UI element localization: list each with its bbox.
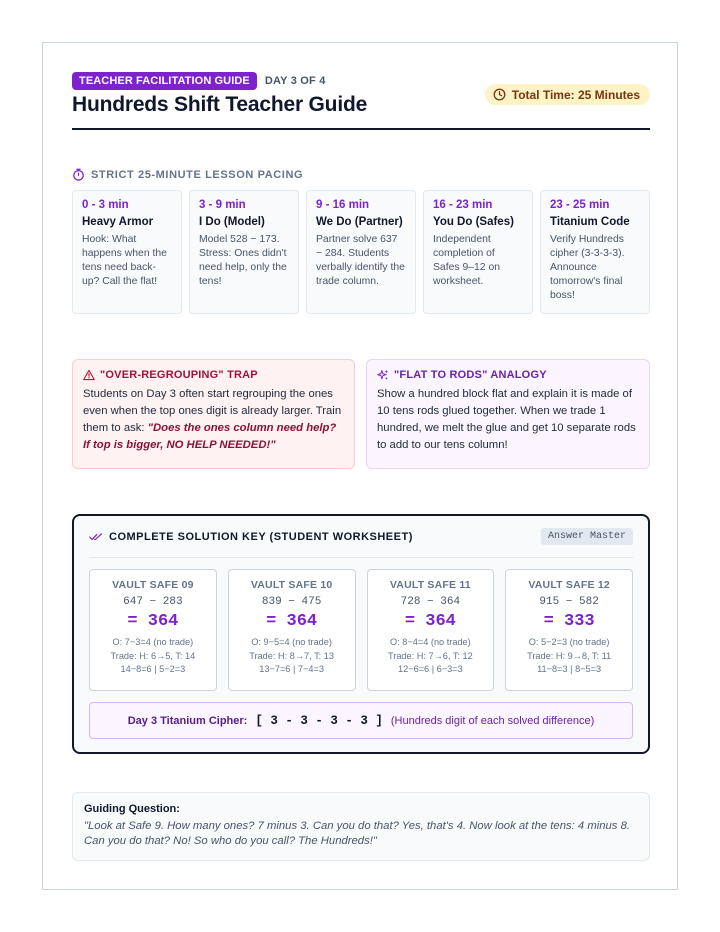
phase-time: 9 - 16 min bbox=[316, 199, 370, 211]
guiding-question-quote: "Look at Safe 9. How many ones? 7 minus 3. Can you do that? Yes, that's 4. Now look at the tens: 4 minus 8. Can you do that? No! So who do you call? The Hundreds!" bbox=[84, 820, 631, 847]
guiding-question-box bbox=[72, 792, 650, 861]
trap-title-text: "OVER-REGROUPING" TRAP bbox=[100, 369, 258, 381]
answer-master-tag: Answer Master bbox=[541, 528, 633, 545]
flat-to-rods-callout bbox=[366, 359, 650, 469]
phase-time: 23 - 25 min bbox=[550, 199, 610, 211]
safe-problem: 647 − 283 bbox=[123, 596, 183, 608]
sparkles-icon bbox=[377, 369, 389, 381]
work-line: 13−7=6 | 7−4=3 bbox=[259, 664, 324, 674]
pacing-heading bbox=[72, 168, 303, 181]
safe-work bbox=[90, 636, 216, 677]
stopwatch-icon bbox=[72, 168, 85, 181]
trap-body-text: Students on Day 3 often start regrouping the ones even when the top ones digit is already larger. Train them to ask: bbox=[83, 388, 342, 434]
safe-work bbox=[368, 636, 494, 677]
over-regrouping-trap-callout bbox=[72, 359, 355, 469]
work-line: 12−6=6 | 6−3=3 bbox=[398, 664, 463, 674]
safe-problem: 728 − 364 bbox=[400, 596, 461, 608]
page-title: Hundreds Shift Teacher Guide bbox=[72, 93, 368, 116]
phase-name: Heavy Armor bbox=[82, 216, 154, 228]
solution-key-header bbox=[89, 516, 633, 558]
work-line: Trade: H: 6→5, T: 14 bbox=[110, 650, 196, 661]
phase-card bbox=[540, 190, 650, 314]
safe-name: VAULT SAFE 10 bbox=[250, 579, 333, 591]
cipher-note: (Hundreds digit of each solved difference) bbox=[390, 714, 595, 727]
phase-name: I Do (Model) bbox=[199, 216, 265, 228]
work-line: Trade: H: 9→8, T: 11 bbox=[527, 650, 612, 661]
trap-body bbox=[83, 386, 344, 454]
vault-safes bbox=[89, 569, 633, 691]
phase-card bbox=[423, 190, 533, 314]
analogy-title bbox=[377, 369, 639, 381]
phase-card bbox=[306, 190, 416, 314]
work-line: O: 9−5=4 (no trade) bbox=[251, 637, 332, 647]
safe-name: VAULT SAFE 09 bbox=[112, 579, 194, 591]
work-line: Trade: H: 8→7, T: 13 bbox=[249, 650, 335, 661]
warning-triangle-icon bbox=[83, 369, 95, 381]
phase-name: We Do (Partner) bbox=[316, 216, 403, 228]
phase-description: Hook: What happens when the tens need back-up? Call the flat! bbox=[82, 234, 167, 287]
safe-answer: = 364 bbox=[404, 612, 456, 631]
vault-safe-card bbox=[367, 569, 495, 691]
safe-name: VAULT SAFE 12 bbox=[528, 579, 610, 591]
solution-key-panel bbox=[72, 514, 650, 754]
phase-description: Partner solve 637 − 284. Students verbally identify the trade column. bbox=[316, 234, 405, 287]
safe-work bbox=[229, 636, 355, 677]
work-line: O: 5−2=3 (no trade) bbox=[528, 637, 610, 647]
work-line: O: 7−3=4 (no trade) bbox=[112, 637, 194, 647]
phase-card bbox=[189, 190, 299, 314]
cipher-label: Day 3 Titanium Cipher: bbox=[127, 714, 248, 727]
day-label: DAY 3 OF 4 bbox=[264, 75, 326, 87]
phase-description: Independent completion of Safes 9–12 on worksheet. bbox=[433, 234, 501, 287]
work-line: 11−8=3 | 8−5=3 bbox=[537, 664, 602, 674]
phase-description: Model 528 − 173. Stress: Ones didn't need help, only the tens! bbox=[199, 234, 287, 287]
guiding-question-label: Guiding Question: bbox=[84, 803, 180, 815]
phase-time: 0 - 3 min bbox=[82, 199, 129, 211]
trap-emphasis: "Does the ones column need help? If top is bigger, NO HELP NEEDED!" bbox=[83, 422, 337, 451]
safe-answer: = 364 bbox=[127, 612, 179, 631]
phase-name: Titanium Code bbox=[550, 216, 630, 228]
vault-safe-card bbox=[228, 569, 356, 691]
total-time-text: Total Time: 25 Minutes bbox=[511, 87, 640, 102]
work-line: O: 8−4=4 (no trade) bbox=[390, 637, 471, 647]
guide-type-badge: TEACHER FACILITATION GUIDE bbox=[72, 72, 257, 90]
trap-title bbox=[83, 369, 344, 381]
safe-problem: 915 − 582 bbox=[539, 596, 599, 608]
analogy-title-text: "FLAT TO RODS" ANALOGY bbox=[394, 369, 547, 381]
pacing-phases bbox=[72, 190, 650, 314]
vault-safe-card bbox=[505, 569, 633, 691]
teacher-guide-page bbox=[42, 42, 678, 890]
safe-work bbox=[506, 636, 632, 677]
work-line: 14−8=6 | 5−2=3 bbox=[120, 664, 186, 674]
solution-key-title bbox=[89, 531, 413, 543]
phase-time: 16 - 23 min bbox=[433, 199, 493, 211]
safe-name: VAULT SAFE 11 bbox=[389, 579, 471, 591]
pacing-heading-text: STRICT 25-MINUTE LESSON PACING bbox=[91, 168, 304, 181]
phase-name: You Do (Safes) bbox=[433, 216, 514, 228]
safe-answer: = 333 bbox=[543, 612, 595, 631]
phase-description: Verify Hundreds cipher (3-3-3-3). Announce tomorrow's final boss! bbox=[550, 234, 625, 301]
phase-card bbox=[72, 190, 182, 314]
solution-key-title-text: COMPLETE SOLUTION KEY (STUDENT WORKSHEET) bbox=[109, 530, 413, 543]
safe-answer: = 364 bbox=[266, 612, 318, 631]
vault-safe-card bbox=[89, 569, 217, 691]
titanium-cipher-bar bbox=[89, 702, 633, 739]
double-check-icon bbox=[89, 532, 103, 542]
cipher-code: [ 3 - 3 - 3 - 3 ] bbox=[255, 713, 383, 728]
clock-icon bbox=[493, 88, 506, 101]
analogy-body: Show a hundred block flat and explain it is made of 10 tens rods glued together. When we trade 1 hundred, we melt the glue and get 10 separate rods to add to our tens column! bbox=[377, 388, 636, 451]
total-time-pill bbox=[485, 84, 650, 105]
phase-time: 3 - 9 min bbox=[199, 199, 246, 211]
safe-problem: 839 − 475 bbox=[261, 596, 322, 608]
guide-header bbox=[72, 72, 650, 130]
work-line: Trade: H: 7→6, T: 12 bbox=[387, 650, 473, 661]
